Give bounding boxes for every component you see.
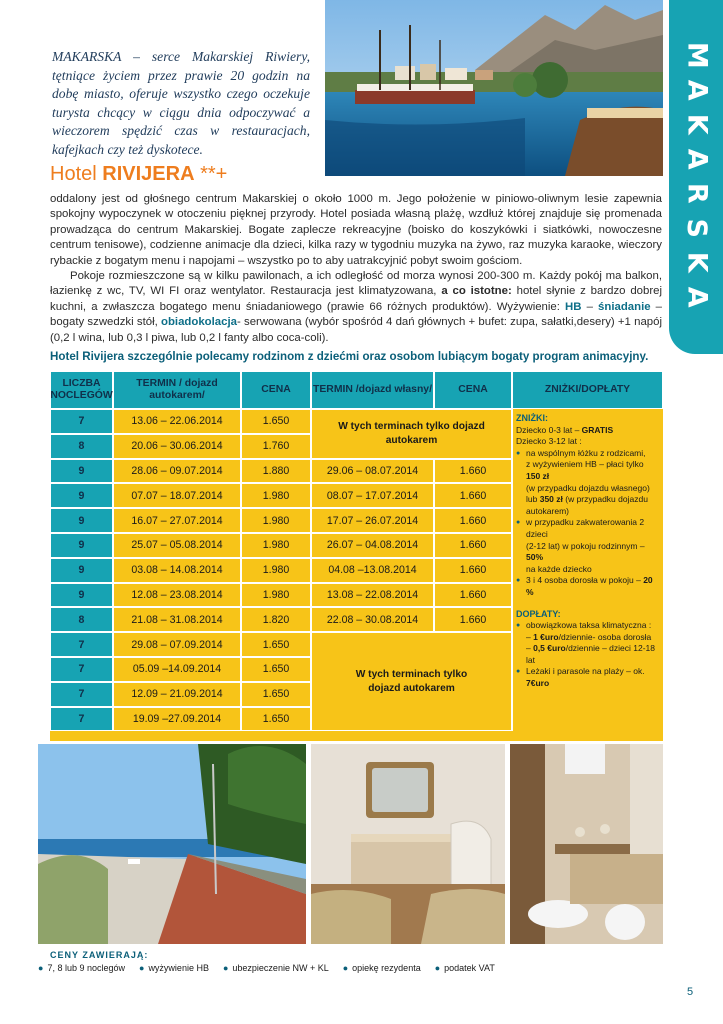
side-tab-letters <box>669 38 723 314</box>
prices-include-list <box>38 963 495 973</box>
list-item-label: 7, 8 lub 9 noclegów <box>47 963 125 973</box>
hotel-title <box>50 163 227 186</box>
text-span: – <box>526 631 534 642</box>
table-cell-price-own: 1.660 <box>434 483 512 508</box>
table-cell-price-bus: 1.980 <box>241 508 311 533</box>
bullet-icon: ● <box>139 963 145 973</box>
side-tab-letter: A <box>681 286 713 308</box>
text-span: - serwowana (wybór spośród 4 dań głównych + bufet: zupa, sałatki,desery) +1 napój (0,2 l wina, lub 0,3 l piwa, lub 0,2 l fanty albo coca-coli). <box>50 316 662 344</box>
table-cell-nights: 9 <box>50 583 113 608</box>
list-item <box>435 963 495 973</box>
text-bold: a co istotne: <box>441 285 512 298</box>
discount-sub: (w przypadku dojazdu własnego) <box>526 482 650 493</box>
discounts-title: ZNIŻKI: <box>516 413 548 423</box>
table-cell-price-bus: 1.980 <box>241 558 311 583</box>
list-item-label: ubezpieczenie NW + KL <box>232 963 329 973</box>
table-cell-price-bus: 1.650 <box>241 657 311 682</box>
header-nights: LICZBA NOCLEGÓW <box>50 371 113 409</box>
text-bold: 0,5 €uro <box>533 643 566 654</box>
text-span: – bogaty szwedzki stół, <box>50 300 663 329</box>
table-cell-price-bus: 1.650 <box>241 707 311 732</box>
table-cell-term-bus: 29.08 – 07.09.2014 <box>113 632 241 657</box>
page-number: 5 <box>687 986 694 998</box>
list-item-label: wyżywienie HB <box>148 963 209 973</box>
surcharge-list <box>516 620 658 690</box>
table-cell-term-own: 17.07 – 26.07.2014 <box>311 508 434 533</box>
table-cell-term-bus: 05.09 –14.09.2014 <box>113 657 241 682</box>
child-3-12: Dziecko 3-12 lat : <box>516 436 582 447</box>
list-item <box>343 963 421 973</box>
discount-item <box>516 575 658 598</box>
table-cell-term-own: 22.08 – 30.08.2014 <box>311 607 434 632</box>
table-cell-term-bus: 21.08 – 31.08.2014 <box>113 607 241 632</box>
table-cell-term-bus: 12.09 – 21.09.2014 <box>113 682 241 707</box>
prices-include-title: CENY ZAWIERAJĄ: <box>50 950 149 960</box>
text-bold: 1 €uro <box>533 631 559 642</box>
table-cell-term-bus: 28.06 – 09.07.2014 <box>113 459 241 484</box>
list-item-label: opiekę rezydenta <box>352 963 421 973</box>
table-cell-nights: 7 <box>50 657 113 682</box>
text-span: 3 i 4 osoba dorosła w pokoju – <box>526 575 644 586</box>
text-bold: 50% <box>526 552 544 563</box>
hotel-stars: **+ <box>200 163 228 185</box>
text-span: /dziennie – dzieci 12-18 lat <box>526 643 656 665</box>
table-cell-nights: 9 <box>50 508 113 533</box>
table-cell-nights: 9 <box>50 459 113 484</box>
description-paragraph: oddalony jest od głośnego centrum Makarskiej o około 1000 m. Jego położenie w piniowo-oliwnym lesie zapewnia spokojny wypoczynek w otoczeniu pięknej przyrody. Hotel posiada własną plażę, wzdłuż której znajduje się promenada prowadząca do centrum Makarskiej. Bogate zaplecze rekreacyjne (boisko do koszykówki i siatkówki, nowoczesne centrum tenisowe), codzienne animacje dla dzieci, kilka razy w tygodniu muzyka na żywo, raz muzyka karaoke, wieczory rybackie z bogatym menu i napojami – wszystko po to aby uatrakcyjnić pobyt swoim gościom. <box>50 193 662 267</box>
table-cell-term-bus: 16.07 – 27.07.2014 <box>113 508 241 533</box>
surcharge-item: ● obowiązkowa taksa klimatyczna : <box>516 620 658 632</box>
table-cell-nights: 9 <box>50 558 113 583</box>
bullet-icon: ● <box>38 963 44 973</box>
text-bold: 20 % <box>526 575 653 597</box>
header-term-own: TERMIN /dojazd własny/ <box>311 371 434 409</box>
text-span: (2-12 lat) w pokoju rodzinnym – <box>526 540 645 551</box>
list-item <box>38 963 125 973</box>
table-cell-price-bus: 1.820 <box>241 607 311 632</box>
side-tab-letter: R <box>681 182 713 204</box>
discount-list <box>516 448 658 599</box>
text-span: /dziennie- osoba dorosła <box>558 631 652 642</box>
hotel-name: RIVIJERA <box>102 163 195 185</box>
only-bus-note: W tych terminach tylko dojazd autokarem <box>311 409 512 459</box>
table-cell-term-own: 26.07 – 04.08.2014 <box>311 533 434 558</box>
discount-sub <box>516 494 658 506</box>
list-item <box>223 963 329 973</box>
text-bold: 350 zł <box>539 494 563 505</box>
recommendation: Hotel Rivijera szczególnie polecamy rodzinom z dziećmi oraz osobom lubiącym bogaty program animacyjny. <box>50 350 649 363</box>
table-cell-term-bus: 12.08 – 23.08.2014 <box>113 583 241 608</box>
hotel-title-word: Hotel <box>50 163 97 185</box>
bathroom-photo <box>510 744 663 944</box>
table-cell-price-bus: 1.880 <box>241 459 311 484</box>
child-free <box>516 425 658 437</box>
discounts-panel <box>514 413 662 690</box>
discount-sub <box>516 541 658 564</box>
table-cell-term-bus: 20.06 – 30.06.2014 <box>113 434 241 459</box>
table-cell-price-bus: 1.760 <box>241 434 311 459</box>
text-bold: 7€uro <box>526 678 550 689</box>
table-cell-price-own: 1.660 <box>434 558 512 583</box>
table-cell-price-bus: 1.650 <box>241 682 311 707</box>
text-highlight: HB <box>565 300 582 313</box>
table-cell-nights: 9 <box>50 483 113 508</box>
table-cell-nights: 7 <box>50 632 113 657</box>
header-price-own: CENA <box>434 371 512 409</box>
table-cell-nights: 9 <box>50 533 113 558</box>
table-cell-price-bus: 1.650 <box>241 632 311 657</box>
text-bold: GRATIS <box>581 424 614 435</box>
discount-item: ● w przypadku zakwaterowania 2 dzieci <box>516 517 658 540</box>
discount-item <box>516 448 658 460</box>
side-tab-letter: S <box>681 218 713 238</box>
text-span: Pokoje rozmieszczone są w kilku pawilonach, a ich odległość od morza wynosi 200-300 m. Każdy pokój ma balkon, łazienkę z wc, TV, WI FI oraz wentylator. Restauracja jest klimatyzowana, <box>50 270 662 298</box>
room-photo <box>311 744 505 944</box>
table-cell-price-own: 1.660 <box>434 459 512 484</box>
table-cell-nights: 8 <box>50 434 113 459</box>
table-cell-term-bus: 25.07 – 05.08.2014 <box>113 533 241 558</box>
side-tab <box>669 0 723 354</box>
description-paragraph <box>50 269 662 346</box>
surcharge-item <box>516 666 658 689</box>
table-cell-nights: 7 <box>50 409 113 434</box>
surcharges-title: DOPŁATY: <box>516 608 561 619</box>
table-cell-term-own: 29.06 – 08.07.2014 <box>311 459 434 484</box>
table-cell-term-bus: 19.09 –27.09.2014 <box>113 707 241 732</box>
text-span: Leżaki i parasole na plaży – ok. <box>526 666 645 677</box>
text-span: (w przypadku dojazdu <box>562 494 648 505</box>
list-item-label: podatek VAT <box>444 963 495 973</box>
side-tab-letter: A <box>681 148 713 170</box>
table-cell-term-bus: 13.06 – 22.06.2014 <box>113 409 241 434</box>
header-price-bus: CENA <box>241 371 311 409</box>
price-table <box>50 371 663 741</box>
text-highlight: obiadokolacja <box>161 316 237 329</box>
table-cell-price-own: 1.660 <box>434 583 512 608</box>
table-cell-term-bus: 03.08 – 14.08.2014 <box>113 558 241 583</box>
table-cell-price-own: 1.660 <box>434 607 512 632</box>
text-span: na wspólnym łóżku z rodzicami, <box>526 447 646 458</box>
table-cell-term-own: 08.07 – 17.07.2014 <box>311 483 434 508</box>
text-span: Dziecko 0-3 lat – <box>516 424 582 435</box>
promenade-photo <box>38 744 306 944</box>
text-span: – <box>526 643 534 654</box>
text-span: hotel słynie z bardzo dobrej kuchni, a zwłaszcza bogatego menu śniadaniowego (prawie 66 różnych produktów). Wyżywienie: <box>50 285 662 313</box>
bullet-icon: ● <box>342 963 349 973</box>
text-span: lub <box>526 494 540 505</box>
discount-sub: autokarem) <box>526 505 569 516</box>
table-cell-price-bus: 1.980 <box>241 533 311 558</box>
hotel-description <box>50 192 662 346</box>
bullet-icon: ● <box>434 963 441 973</box>
only-bus-note: W tych terminach tylko dojazd autokarem <box>311 632 512 731</box>
side-tab-letter: K <box>681 113 713 135</box>
table-cell-price-own: 1.660 <box>434 508 512 533</box>
column-divider <box>512 409 513 731</box>
discount-sub <box>516 459 658 482</box>
table-cell-price-bus: 1.650 <box>241 409 311 434</box>
side-tab-letter: A <box>681 79 713 101</box>
header-term-bus: TERMIN / dojazd autokarem/ <box>113 371 241 409</box>
list-item <box>139 963 209 973</box>
harbor-photo <box>325 0 663 176</box>
table-cell-price-bus: 1.980 <box>241 583 311 608</box>
surcharge-sub <box>516 632 658 644</box>
table-cell-nights: 8 <box>50 607 113 632</box>
table-cell-price-own: 1.660 <box>434 533 512 558</box>
table-cell-term-own: 13.08 – 22.08.2014 <box>311 583 434 608</box>
text-highlight: śniadanie <box>598 300 651 313</box>
text-span: – <box>581 300 599 313</box>
side-tab-letter: M <box>681 41 713 69</box>
table-cell-term-bus: 07.07 – 18.07.2014 <box>113 483 241 508</box>
surcharge-sub <box>516 643 658 666</box>
side-tab-letter: K <box>681 251 713 273</box>
intro-text: MAKARSKA – serce Makarskiej Riwiery, tętniące życiem przez prawie 20 godzin na dobę miasto, oferuje wszystko czego oczekuje turysta chcący w ciągu dnia odpoczywać a wieczorem spędzić czas w restauracjach, kafejkach czy też dyskotece. <box>52 49 310 157</box>
table-cell-nights: 7 <box>50 707 113 732</box>
table-cell-price-bus: 1.980 <box>241 483 311 508</box>
table-cell-nights: 7 <box>50 682 113 707</box>
discount-sub: na każde dziecko <box>526 563 592 574</box>
header-discounts: ZNIŻKI/DOPŁATY <box>512 371 663 409</box>
text-bold: 150 zł <box>526 470 550 481</box>
bullet-icon: ● <box>222 963 229 973</box>
text-span: z wyżywieniem HB – płaci tylko <box>526 459 644 470</box>
table-cell-term-own: 04.08 –13.08.2014 <box>311 558 434 583</box>
